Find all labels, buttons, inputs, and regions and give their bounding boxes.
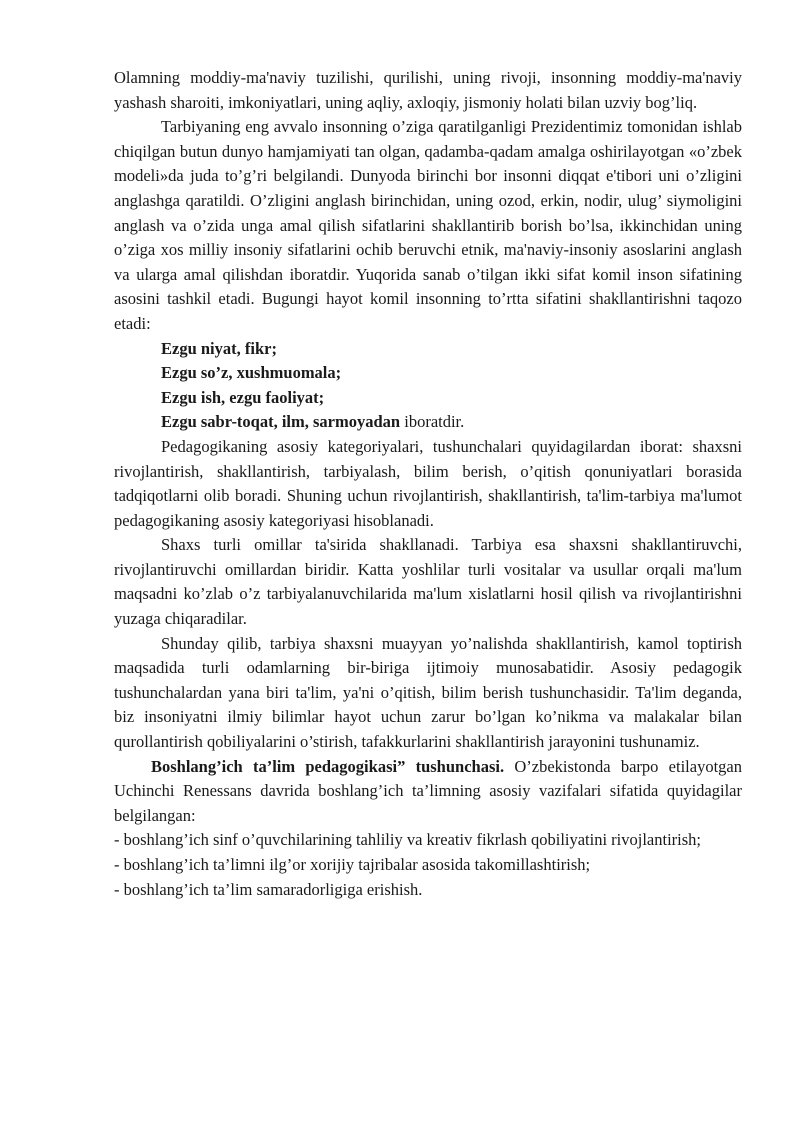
- list-item: Ezgu niyat, fikr;: [161, 338, 277, 358]
- paragraph-2: Tarbiyaning eng avvalo insonning o’ziga qaratilganligi Prezidentimiz tomonidan ishlab chiqilgan butun dunyo hamjamiyati tan olgan, qadamba-qadam amalga oshirilayotgan «o’zbek modeli»da juda to’g’ri belgilandi. Dunyoda birinchi bor insonni diqqat e'tibori uni o’zligini anglashga qaratildi. O’zligini anglash birinchidan, uning ozod, erkin, nodir, ulug’ siymoligini anglash va o’zida unga amal qilish sifatlarini shakllantirib borish bo’lsa, ikkinchidan uning o’ziga xos milliy insoniy sifatlarini ochib beruvchi etnik, ma'naviy-insoniy asoslarini anglash va ularga amal qilishdan iboratdir. Yuqorida sanab o’tilgan ikki sifat komil inson sifatining asosini tashkil etadi. Bugungi hayot komil insonning to’rtta sifatini shakllantirishni taqozo etadi:: [114, 117, 742, 333]
- paragraph-4: Shaxs turli omillar ta'sirida shakllanadi. Tarbiya esa shaxsni shakllantiruvchi, rivojlantiruvchi omillardan biridir. Katta yoshlilar turli vositalar va usullar orqali ma'lum maqsadni ko’zlab o’z tarbiyalanuvchilarida ma'lum xislatlarni hosil qilish va rivojlantirishni yuzaga chiqaradilar.: [114, 535, 742, 629]
- paragraph-5: Shunday qilib, tarbiya shaxsni muayyan yo’nalishda shakllantirish, kamol toptirish maqsadida turli odamlarning bir-biriga ijtimoiy munosabatidir. Asosiy pedagogik tushunchalardan yana biri ta'lim, ya'ni o’qitish, bilim berish tushunchasidir. Ta'lim deganda, biz insoniyatni ilmiy bilimlar hayot uchun zarur bo’lgan ko’nikma va malakalar bilan qurollantirish qobiliyalarini o’stirish, tafakkurlarini shakllantirish jarayonini tushunamiz.: [114, 633, 742, 752]
- list-item: Ezgu so’z, xushmuomala;: [161, 363, 342, 383]
- list-item-last: [114, 410, 742, 435]
- section-heading: Boshlang’ich ta’lim pedagogikasi” tushunchasi.: [151, 756, 505, 776]
- paragraph-1: Olamning moddiy-ma'naviy tuzilishi, qurilishi, uning rivoji, insonning moddiy-ma'naviy yashash sharoiti, imkoniyatlari, uning aqliy, axloqiy, jismoniy holati bilan uzviy bog’liq.: [114, 68, 742, 112]
- dash-item-3: - boshlang’ich ta’lim samaradorligiga erishish.: [114, 879, 423, 899]
- list-item-bold: Ezgu sabr-toqat, ilm, sarmoyadan: [161, 412, 401, 432]
- list-item: Ezgu ish, ezgu faoliyat;: [161, 387, 325, 407]
- document-page: [114, 66, 742, 902]
- dash-item-1: - boshlang’ich sinf o’quvchilarining tahliliy va kreativ fikrlash qobiliyatini rivojlantirish;: [114, 830, 702, 850]
- qualities-list: [114, 337, 742, 435]
- list-item-tail: iboratdir.: [400, 412, 465, 432]
- paragraph-6-text: O’zbekistonda barpo etilayotgan Uchinchi Renessans davrida boshlang’ich ta’limning asosiy vazifalari sifatida quyidagilar belgilangan:: [114, 756, 742, 825]
- dash-item-2: - boshlang’ich ta’limni ilg’or xorijiy tajribalar asosida takomillashtirish;: [114, 855, 591, 874]
- paragraph-3: Pedagogikaning asosiy kategoriyalari, tushunchalari quyidagilardan iborat: shaxsni rivojlantirish, shakllantirish, tarbiyalash, bilim berish, o’qitish qonuniyatlari borasida tadqiqotlarni olib boradi. Shuning uchun rivojlantirish, shakllantirish, ta'lim-tarbiya ma'lumot pedagogikaning asosiy kategoriyasi hisoblanadi.: [114, 436, 742, 530]
- paragraph-6: [114, 755, 742, 829]
